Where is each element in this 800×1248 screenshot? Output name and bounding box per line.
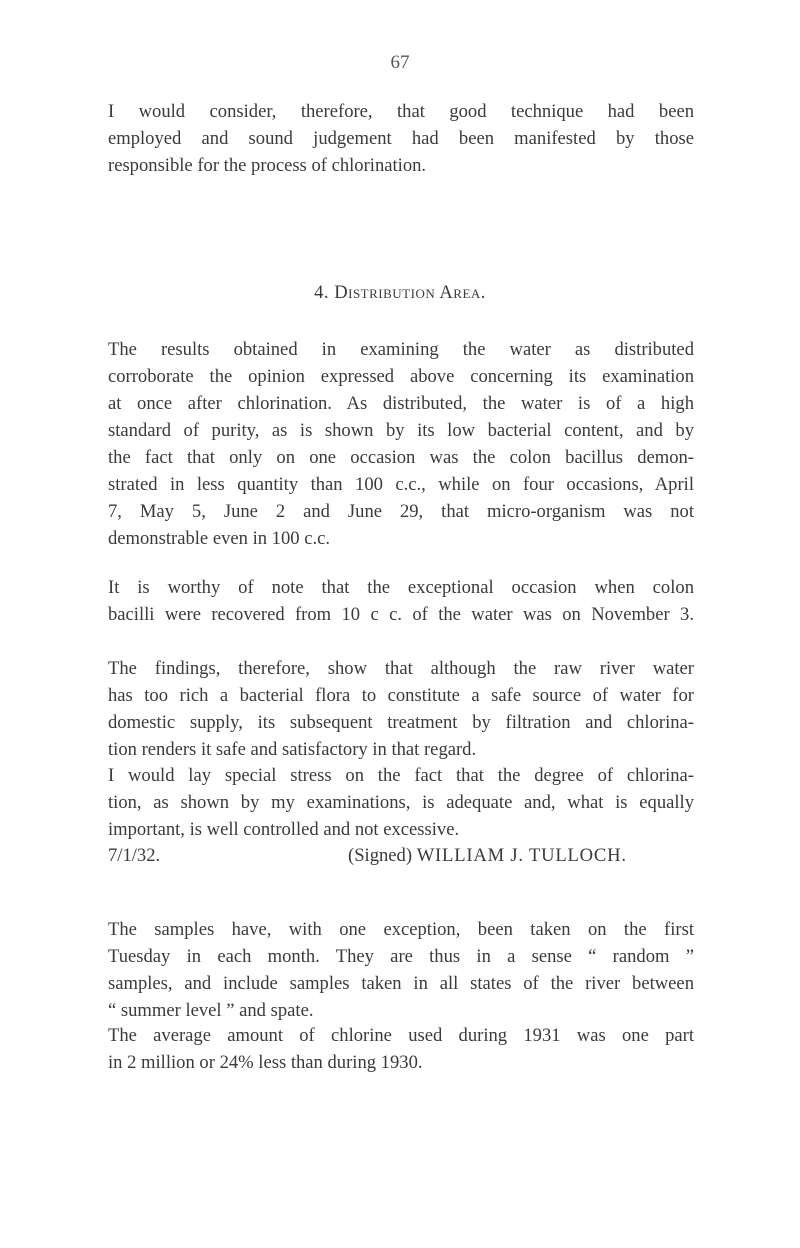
text-line: corroborate the opinion expressed above concerning its examination [108, 366, 694, 387]
text-line: tion renders it safe and satisfactory in that regard. [108, 739, 477, 760]
section-number: 4. [314, 282, 330, 303]
text-line: The average amount of chlorine used during 1931 was one part [108, 1025, 694, 1046]
text-line: samples, and include samples taken in all states of the river between [108, 973, 694, 994]
text-line: The results obtained in examining the water as distributed [108, 339, 694, 360]
text-line: important, is well controlled and not excessive. [108, 819, 460, 840]
text-line: employed and sound judgement had been manifested by those [108, 128, 694, 149]
text-line: “ summer level ” and spate. [108, 1000, 314, 1021]
text-line: The findings, therefore, show that although the raw river water [108, 658, 694, 679]
text-line: in 2 million or 24% less than during 1930. [108, 1052, 423, 1073]
text-line: domestic supply, its subsequent treatment by filtration and chlorina- [108, 712, 694, 733]
paragraph-results [108, 336, 694, 552]
text-line: The samples have, with one exception, been taken on the first [108, 919, 694, 940]
text-line: bacilli were recovered from 10 c c. of the water was on November 3. [108, 604, 694, 625]
text-line: responsible for the process of chlorination. [108, 155, 427, 176]
text-line: has too rich a bacterial flora to constitute a safe source of water for [108, 685, 694, 706]
text-line: I would consider, therefore, that good technique had been [108, 101, 694, 122]
section-heading [0, 282, 800, 304]
text-line: at once after chlorination. As distributed, the water is of a high [108, 393, 694, 414]
paragraph-samples [108, 916, 694, 1024]
paragraph-note [108, 574, 694, 628]
signature-line [348, 842, 627, 869]
text-line: standard of purity, as is shown by its low bacterial content, and by [108, 420, 694, 441]
page-number: 67 [390, 52, 410, 73]
paragraph-technique [108, 98, 694, 179]
paragraph-chlorine [108, 1022, 694, 1076]
text-line: It is worthy of note that the exceptional occasion when colon [108, 577, 694, 598]
paragraph-stress [108, 762, 694, 843]
signed-label: (Signed) [348, 845, 413, 866]
text-line: demonstrable even in 100 c.c. [108, 528, 331, 549]
text-line: 7, May 5, June 2 and June 29, that micro-organism was not [108, 501, 694, 522]
section-title: Distribution Area. [334, 282, 486, 303]
text-line: I would lay special stress on the fact that the degree of chlorina- [108, 765, 694, 786]
signature-date: 7/1/32. [108, 845, 161, 866]
text-line: strated in less quantity than 100 c.c., while on four occasions, April [108, 474, 694, 495]
text-line: tion, as shown by my examinations, is adequate and, what is equally [108, 792, 694, 813]
paragraph-findings [108, 655, 694, 763]
text-line: the fact that only on one occasion was the colon bacillus demon- [108, 447, 694, 468]
signatory-name: WILLIAM J. TULLOCH. [416, 845, 627, 866]
text-line: Tuesday in each month. They are thus in a sense “ random ” [108, 946, 694, 967]
